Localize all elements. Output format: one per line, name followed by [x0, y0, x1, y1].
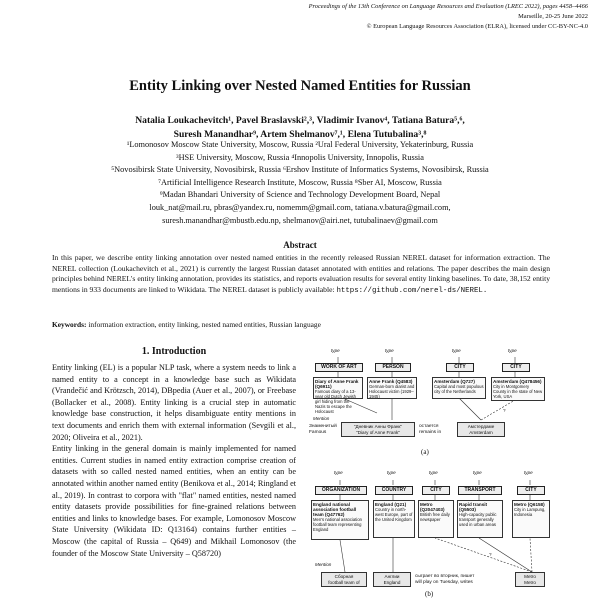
entity-title: Metro (Q2047403): [420, 502, 445, 512]
proceedings-header: [168, 2, 588, 32]
header-line-3: © European Language Resources Association (ELRA), licensed under CC-BY-NC-4.0: [366, 23, 588, 30]
keywords-text: information extraction, entity linking, nested named entities, Russian language: [88, 320, 321, 329]
abstract-body: [52, 253, 550, 296]
entity-title: Metro (Q6158): [514, 502, 545, 507]
wikidata-entity-card: [311, 500, 369, 540]
affiliation-line: ⁷Artificial Intelligence Research Institute, Moscow, Russia ⁸Sber AI, Moscow, Russia: [158, 177, 442, 187]
entity-title: Rapid transit (Q5503): [459, 502, 488, 512]
entity-description: City in Montgomery County in the state of New York, USA: [493, 384, 543, 399]
entity-type-tag: CITY: [422, 486, 450, 495]
wikidata-entity-card: [373, 500, 415, 538]
entity-type-tag: ORGANIZATION: [315, 486, 367, 495]
type-label: type: [524, 470, 533, 475]
entity-type-tag: TRANSPORT: [458, 486, 502, 495]
section-heading-introduction: 1. Introduction: [141, 346, 207, 357]
sentence-token: остается remains in: [419, 424, 442, 435]
header-line-1: Proceedings of the 13th Conference on Language Resources and Evaluation (LREC 2022), pages 4458–4466: [308, 3, 588, 10]
wikidata-entity-card: [418, 500, 454, 538]
email-line[interactable]: suresh.manandhar@mbustb.edu.np, shelmanov@airi.net, tutubalinaev@gmail.com: [162, 215, 438, 225]
entity-description: Capital and most populous city of the Netherlands: [434, 384, 484, 394]
entity-title: Anne Frank (Q4583): [369, 379, 413, 384]
author-list: [40, 114, 560, 142]
entity-description: Country in north-west Europe, part of the United Kingdom: [375, 507, 413, 522]
type-label: type: [334, 470, 343, 475]
subfigure-caption: (a): [421, 448, 429, 456]
entity-description: Men's national association football team representing England: [313, 517, 362, 532]
header-line-2: Marseille, 20-25 June 2022: [518, 13, 588, 20]
mention-span: Сборная football team of: [321, 572, 367, 587]
entity-title: England national association football team (Q47762): [313, 502, 357, 517]
subfigure-caption: (b): [425, 590, 434, 598]
email-line[interactable]: louk_nat@mail.ru, pbras@yandex.ru, nomemm@gmail.com, tatiana.v.batura@gmail.com,: [149, 202, 451, 212]
entity-description: German-born diarist and Holocaust victim (1929–1945): [369, 384, 415, 399]
entity-title: Amsterdam (Q727): [434, 379, 475, 384]
mention-label: Mention: [313, 416, 330, 421]
mention-span: "Дневник Анны Франк" "Diary of Anne Frank": [341, 422, 415, 437]
entity-description: Famous diary of a 13-year old Dutch Jewish girl hiding from the Nazis to escape the Holocaust: [315, 389, 356, 414]
affiliation-line: ⁵Novosibirsk State University, Novosibirsk, Russia ⁶Ershov Institute of Informatics Systems, Novosibirsk, Russia: [111, 165, 489, 175]
question-mark: ?: [489, 552, 492, 557]
wikidata-entity-card: [457, 500, 503, 538]
entity-type-tag: CITY: [517, 486, 545, 495]
type-label: type: [508, 348, 517, 353]
entity-type-tag: WORK OF ART: [315, 363, 363, 372]
abstract-heading: Abstract: [283, 240, 317, 250]
intro-paragraph-2: Entity linking in the general domain is mainly implemented for named entities. Current studies in named entity extraction comprise creation of datasets with so called nested named entities, when an entity can be annotated within another named entity (Benikova et al., 2014; Ringland et al., 2019). In contrast to corpora with "flat" named entities, nested named entity datasets provide possibilities for fine-grained relations between entities and links to knowledge bases. For example, Lomonosov Moscow State University (Wikidata ID: Q13164) contains further entities – Moscow (the capital of Russia – Q649) and Mikhail Lomonosov (the founder of the Moscow State University – Q58720): [52, 444, 296, 558]
entity-title: Diary of Anne Frank (Q6911): [315, 379, 359, 389]
affiliation-line: ¹Lomonosov Moscow State University, Moscow, Russia ²Ural Federal University, Yekaterinburg, Russia: [126, 140, 474, 149]
entity-description: High-capacity public transport generally used in urban areas: [459, 512, 497, 527]
mention-span: Амстердаме Amsterdam: [457, 422, 505, 437]
dataset-link[interactable]: https://github.com/nerel-ds/NEREL.: [336, 286, 488, 295]
sentence-token: Знаменитый Famous: [309, 424, 337, 435]
question-mark: ?: [503, 408, 506, 413]
sentence-token: сыграет во вторник, пишет will play on Tuesday, writes: [415, 574, 475, 585]
type-label: type: [473, 470, 482, 475]
wikidata-entity-card: [367, 377, 417, 399]
mention-span: Metro Metro: [515, 572, 545, 587]
type-label: type: [331, 348, 340, 353]
entity-type-tag: CITY: [502, 363, 530, 372]
entity-type-tag: COUNTRY: [375, 486, 413, 495]
affiliation-line: ³HSE University, Moscow, Russia ⁴Innopolis University, Innopolis, Russia: [176, 152, 424, 162]
authors-line-1: Natalia Loukachevitch¹, Pavel Braslavski²,³, Vladimir Ivanov⁴, Tatiana Batura⁵,⁶,: [135, 115, 465, 126]
entity-title: Amsterdam (Q478456): [493, 379, 542, 384]
entity-title: England (Q21): [375, 502, 407, 507]
authors-line-2: Suresh Manandhar⁹, Artem Shelmanov⁷,¹, Elena Tutubalina³,⁸: [173, 129, 427, 140]
type-label: type: [385, 348, 394, 353]
entity-description: City in Lampung, Indonesia: [514, 507, 546, 517]
type-label: type: [387, 470, 396, 475]
mention-label: Mention: [315, 562, 332, 567]
intro-paragraph-1: Entity linking (EL) is a popular NLP task, where a system needs to link a named entity to a concept in a knowledge base such as Wikidata (Vrandečić and Krötzsch, 2014), DBpedia (Auer et al., 2007), or Freebase (Bollacker et al., 2008). Entity linking is a crucial step in automatic knowledge base construction, it helps disambiguate entity mentions in text documents and enrich them with external information (Sevgili et al., 2020; Oliveira et al., 2021).: [52, 363, 296, 442]
affiliations: [40, 139, 560, 227]
wikidata-entity-card: [491, 377, 545, 401]
abstract-text: In this paper, we describe entity linking annotation over nested named entities in the recently released Russian NEREL dataset for information extraction. The NEREL collection (Loukachevitch et al., 2021) is currently the largest Russian dataset annotated with entities and relations. The paper describes the main design principles behind NEREL's entity linking annotation, provides its statistics, and reports evaluation results for several entity linking baselines. To date, 38,152 entity mentions in 933 documents are linked to Wikidata. The NEREL dataset is publicly available:: [52, 253, 550, 294]
introduction-column: [52, 362, 296, 559]
type-label: type: [429, 470, 438, 475]
paper-title: Entity Linking over Nested Named Entities for Russian: [129, 78, 471, 94]
entity-description: British free daily newspaper: [420, 512, 450, 522]
mention-span: Англии England: [373, 572, 411, 587]
wikidata-entity-card: [512, 500, 550, 538]
keywords: [52, 320, 550, 329]
keywords-label: Keywords:: [52, 320, 87, 329]
figure-1: [307, 346, 555, 600]
entity-type-tag: PERSON: [375, 363, 411, 372]
type-label: type: [452, 348, 461, 353]
entity-type-tag: CITY: [446, 363, 474, 372]
wikidata-entity-card: [432, 377, 486, 399]
affiliation-line: ⁹Madan Bhandari University of Science and Technology Development Board, Nepal: [159, 190, 441, 200]
wikidata-entity-card: [313, 377, 363, 414]
